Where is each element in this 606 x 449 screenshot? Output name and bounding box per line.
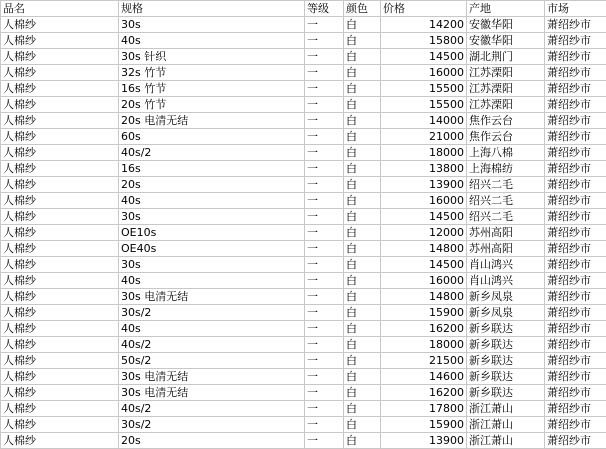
origin-cell[interactable]: 江苏溧阳 xyxy=(467,97,545,113)
color-cell[interactable]: 白 xyxy=(344,177,381,193)
product-cell[interactable]: 人棉纱 xyxy=(1,289,119,305)
origin-cell[interactable]: 绍兴二毛 xyxy=(467,209,545,225)
origin-cell[interactable]: 浙江萧山 xyxy=(467,417,545,433)
spec-cell[interactable]: 30s xyxy=(119,257,305,273)
table-row xyxy=(1,369,606,385)
market-cell[interactable]: 萧绍纱市 xyxy=(545,385,606,401)
table-row xyxy=(1,385,606,401)
product-cell[interactable]: 人棉纱 xyxy=(1,81,119,97)
table-row xyxy=(1,353,606,369)
color-cell[interactable]: 白 xyxy=(344,225,381,241)
origin-cell[interactable]: 江苏溧阳 xyxy=(467,81,545,97)
origin-cell[interactable]: 新乡凤泉 xyxy=(467,289,545,305)
table-row xyxy=(1,193,606,209)
spec-cell[interactable]: 40s xyxy=(119,321,305,337)
product-cell[interactable]: 人棉纱 xyxy=(1,49,119,65)
table-row xyxy=(1,209,606,225)
market-cell[interactable]: 萧绍纱市 xyxy=(545,273,606,289)
market-cell[interactable]: 萧绍纱市 xyxy=(545,417,606,433)
product-cell[interactable]: 人棉纱 xyxy=(1,161,119,177)
price-cell[interactable]: 21000 xyxy=(381,129,467,145)
grade-cell[interactable]: 一 xyxy=(305,369,344,385)
origin-cell[interactable]: 焦作云台 xyxy=(467,129,545,145)
table-row xyxy=(1,33,606,49)
price-cell[interactable]: 16200 xyxy=(381,385,467,401)
spec-cell[interactable]: 40s xyxy=(119,193,305,209)
table-row xyxy=(1,241,606,257)
price-cell[interactable]: 16200 xyxy=(381,321,467,337)
origin-cell[interactable]: 新乡联达 xyxy=(467,353,545,369)
color-cell[interactable]: 白 xyxy=(344,433,381,449)
product-cell[interactable]: 人棉纱 xyxy=(1,369,119,385)
origin-cell[interactable]: 肖山鸿兴 xyxy=(467,257,545,273)
grade-cell[interactable]: 一 xyxy=(305,353,344,369)
price-cell[interactable]: 13900 xyxy=(381,433,467,449)
color-cell[interactable]: 白 xyxy=(344,209,381,225)
product-cell[interactable]: 人棉纱 xyxy=(1,337,119,353)
color-cell[interactable]: 白 xyxy=(344,369,381,385)
grade-cell[interactable]: 一 xyxy=(305,97,344,113)
grade-cell[interactable]: 一 xyxy=(305,209,344,225)
grade-cell[interactable]: 一 xyxy=(305,321,344,337)
grade-cell[interactable]: 一 xyxy=(305,225,344,241)
grade-cell[interactable]: 一 xyxy=(305,257,344,273)
price-cell[interactable]: 14000 xyxy=(381,113,467,129)
product-cell[interactable]: 人棉纱 xyxy=(1,353,119,369)
price-cell[interactable]: 14200 xyxy=(381,17,467,33)
header-row xyxy=(1,1,606,17)
price-cell[interactable]: 16000 xyxy=(381,273,467,289)
origin-cell[interactable]: 新乡联达 xyxy=(467,337,545,353)
spec-cell[interactable]: 30s 电清无结 xyxy=(119,289,305,305)
product-cell[interactable]: 人棉纱 xyxy=(1,177,119,193)
product-cell[interactable]: 人棉纱 xyxy=(1,113,119,129)
origin-cell[interactable]: 湖北荆门 xyxy=(467,49,545,65)
header-cell-price[interactable]: 价格 xyxy=(381,1,467,17)
market-cell[interactable]: 萧绍纱市 xyxy=(545,177,606,193)
price-cell[interactable]: 12000 xyxy=(381,225,467,241)
market-cell[interactable]: 萧绍纱市 xyxy=(545,113,606,129)
product-cell[interactable]: 人棉纱 xyxy=(1,401,119,417)
grade-cell[interactable]: 一 xyxy=(305,177,344,193)
grade-cell[interactable]: 一 xyxy=(305,81,344,97)
price-cell[interactable]: 14800 xyxy=(381,289,467,305)
origin-cell[interactable]: 绍兴二毛 xyxy=(467,177,545,193)
market-cell[interactable]: 萧绍纱市 xyxy=(545,225,606,241)
product-cell[interactable]: 人棉纱 xyxy=(1,193,119,209)
price-cell[interactable]: 13900 xyxy=(381,177,467,193)
price-cell[interactable]: 15500 xyxy=(381,81,467,97)
header-cell-grade[interactable]: 等级 xyxy=(305,1,344,17)
color-cell[interactable]: 白 xyxy=(344,305,381,321)
origin-cell[interactable]: 江苏溧阳 xyxy=(467,65,545,81)
color-cell[interactable]: 白 xyxy=(344,81,381,97)
table-row xyxy=(1,257,606,273)
table-row xyxy=(1,273,606,289)
price-cell[interactable]: 14500 xyxy=(381,257,467,273)
grade-cell[interactable]: 一 xyxy=(305,49,344,65)
color-cell[interactable]: 白 xyxy=(344,193,381,209)
product-cell[interactable]: 人棉纱 xyxy=(1,241,119,257)
product-cell[interactable]: 人棉纱 xyxy=(1,97,119,113)
grade-cell[interactable]: 一 xyxy=(305,273,344,289)
spec-cell[interactable]: 20s 电清无结 xyxy=(119,113,305,129)
table-row xyxy=(1,129,606,145)
color-cell[interactable]: 白 xyxy=(344,353,381,369)
header-cell-product[interactable]: 品名 xyxy=(1,1,119,17)
color-cell[interactable]: 白 xyxy=(344,145,381,161)
grade-cell[interactable]: 一 xyxy=(305,65,344,81)
market-cell[interactable]: 萧绍纱市 xyxy=(545,97,606,113)
price-cell[interactable]: 15500 xyxy=(381,97,467,113)
price-cell[interactable]: 13800 xyxy=(381,161,467,177)
table-row xyxy=(1,321,606,337)
price-cell[interactable]: 18000 xyxy=(381,337,467,353)
market-cell[interactable]: 萧绍纱市 xyxy=(545,433,606,449)
market-cell[interactable]: 萧绍纱市 xyxy=(545,145,606,161)
spec-cell[interactable]: 30s 针织 xyxy=(119,49,305,65)
grade-cell[interactable]: 一 xyxy=(305,305,344,321)
product-cell[interactable]: 人棉纱 xyxy=(1,305,119,321)
spec-cell[interactable]: 30s 电清无结 xyxy=(119,369,305,385)
table-row xyxy=(1,177,606,193)
market-cell[interactable]: 萧绍纱市 xyxy=(545,241,606,257)
header-cell-spec[interactable]: 规格 xyxy=(119,1,305,17)
origin-cell[interactable]: 新乡凤泉 xyxy=(467,305,545,321)
color-cell[interactable]: 白 xyxy=(344,289,381,305)
grade-cell[interactable]: 一 xyxy=(305,33,344,49)
table-row xyxy=(1,145,606,161)
price-cell[interactable]: 18000 xyxy=(381,145,467,161)
origin-cell[interactable]: 安徽华阳 xyxy=(467,17,545,33)
grade-cell[interactable]: 一 xyxy=(305,145,344,161)
table-row xyxy=(1,305,606,321)
origin-cell[interactable]: 新乡联达 xyxy=(467,385,545,401)
product-cell[interactable]: 人棉纱 xyxy=(1,17,119,33)
market-cell[interactable]: 萧绍纱市 xyxy=(545,81,606,97)
origin-cell[interactable]: 肖山鸿兴 xyxy=(467,273,545,289)
table-row xyxy=(1,17,606,33)
table-row xyxy=(1,417,606,433)
origin-cell[interactable]: 上海八棉 xyxy=(467,145,545,161)
grade-cell[interactable]: 一 xyxy=(305,433,344,449)
market-cell[interactable]: 萧绍纱市 xyxy=(545,65,606,81)
grade-cell[interactable]: 一 xyxy=(305,161,344,177)
origin-cell[interactable]: 安徽华阳 xyxy=(467,33,545,49)
table-row xyxy=(1,49,606,65)
price-cell[interactable]: 14800 xyxy=(381,241,467,257)
spec-cell[interactable]: 30s/2 xyxy=(119,305,305,321)
market-cell[interactable]: 萧绍纱市 xyxy=(545,161,606,177)
market-cell[interactable]: 萧绍纱市 xyxy=(545,257,606,273)
header-cell-market[interactable]: 市场 xyxy=(545,1,606,17)
table-row xyxy=(1,401,606,417)
market-cell[interactable]: 萧绍纱市 xyxy=(545,49,606,65)
spec-cell[interactable]: 30s xyxy=(119,209,305,225)
spec-cell[interactable]: OE40s xyxy=(119,241,305,257)
product-cell[interactable]: 人棉纱 xyxy=(1,129,119,145)
color-cell[interactable]: 白 xyxy=(344,273,381,289)
origin-cell[interactable]: 苏州高阳 xyxy=(467,225,545,241)
table-row xyxy=(1,225,606,241)
origin-cell[interactable]: 焦作云台 xyxy=(467,113,545,129)
table-row xyxy=(1,337,606,353)
origin-cell[interactable]: 苏州高阳 xyxy=(467,241,545,257)
market-cell[interactable]: 萧绍纱市 xyxy=(545,33,606,49)
product-cell[interactable]: 人棉纱 xyxy=(1,417,119,433)
grade-cell[interactable]: 一 xyxy=(305,193,344,209)
color-cell[interactable]: 白 xyxy=(344,49,381,65)
market-cell[interactable]: 萧绍纱市 xyxy=(545,193,606,209)
price-cell[interactable]: 15900 xyxy=(381,417,467,433)
color-cell[interactable]: 白 xyxy=(344,337,381,353)
table-body xyxy=(1,1,606,449)
color-cell[interactable]: 白 xyxy=(344,385,381,401)
origin-cell[interactable]: 浙江萧山 xyxy=(467,433,545,449)
color-cell[interactable]: 白 xyxy=(344,113,381,129)
header-cell-origin[interactable]: 产地 xyxy=(467,1,545,17)
spec-cell[interactable]: 16s xyxy=(119,161,305,177)
spec-cell[interactable]: OE10s xyxy=(119,225,305,241)
product-cell[interactable]: 人棉纱 xyxy=(1,321,119,337)
price-cell[interactable]: 15900 xyxy=(381,305,467,321)
color-cell[interactable]: 白 xyxy=(344,321,381,337)
product-cell[interactable]: 人棉纱 xyxy=(1,273,119,289)
grade-cell[interactable]: 一 xyxy=(305,17,344,33)
price-cell[interactable]: 17800 xyxy=(381,401,467,417)
price-cell[interactable]: 16000 xyxy=(381,65,467,81)
spec-cell[interactable]: 32s 竹节 xyxy=(119,65,305,81)
spec-cell[interactable]: 20s 竹节 xyxy=(119,97,305,113)
origin-cell[interactable]: 浙江萧山 xyxy=(467,401,545,417)
grade-cell[interactable]: 一 xyxy=(305,289,344,305)
spec-cell[interactable]: 40s xyxy=(119,273,305,289)
market-cell[interactable]: 萧绍纱市 xyxy=(545,401,606,417)
color-cell[interactable]: 白 xyxy=(344,161,381,177)
product-cell[interactable]: 人棉纱 xyxy=(1,65,119,81)
grade-cell[interactable]: 一 xyxy=(305,241,344,257)
color-cell[interactable]: 白 xyxy=(344,65,381,81)
table-row xyxy=(1,81,606,97)
spec-cell[interactable]: 30s xyxy=(119,17,305,33)
header-cell-color[interactable]: 颜色 xyxy=(344,1,381,17)
table-row xyxy=(1,433,606,449)
product-cell[interactable]: 人棉纱 xyxy=(1,385,119,401)
grade-cell[interactable]: 一 xyxy=(305,113,344,129)
grade-cell[interactable]: 一 xyxy=(305,129,344,145)
origin-cell[interactable]: 新乡联达 xyxy=(467,369,545,385)
spec-cell[interactable]: 50s/2 xyxy=(119,353,305,369)
market-cell[interactable]: 萧绍纱市 xyxy=(545,289,606,305)
product-cell[interactable]: 人棉纱 xyxy=(1,225,119,241)
color-cell[interactable]: 白 xyxy=(344,129,381,145)
color-cell[interactable]: 白 xyxy=(344,97,381,113)
price-cell[interactable]: 16000 xyxy=(381,193,467,209)
market-cell[interactable]: 萧绍纱市 xyxy=(545,209,606,225)
spec-cell[interactable]: 60s xyxy=(119,129,305,145)
price-cell[interactable]: 21500 xyxy=(381,353,467,369)
price-cell[interactable]: 14500 xyxy=(381,209,467,225)
product-cell[interactable]: 人棉纱 xyxy=(1,209,119,225)
grade-cell[interactable]: 一 xyxy=(305,385,344,401)
product-cell[interactable]: 人棉纱 xyxy=(1,145,119,161)
table-row xyxy=(1,289,606,305)
spec-cell[interactable]: 40s/2 xyxy=(119,145,305,161)
market-cell[interactable]: 萧绍纱市 xyxy=(545,353,606,369)
market-cell[interactable]: 萧绍纱市 xyxy=(545,321,606,337)
product-cell[interactable]: 人棉纱 xyxy=(1,433,119,449)
spec-cell[interactable]: 30s 电清无结 xyxy=(119,385,305,401)
color-cell[interactable]: 白 xyxy=(344,33,381,49)
spec-cell[interactable]: 40s/2 xyxy=(119,401,305,417)
color-cell[interactable]: 白 xyxy=(344,241,381,257)
spec-cell[interactable]: 30s/2 xyxy=(119,417,305,433)
grade-cell[interactable]: 一 xyxy=(305,337,344,353)
table-row xyxy=(1,97,606,113)
color-cell[interactable]: 白 xyxy=(344,257,381,273)
color-cell[interactable]: 白 xyxy=(344,401,381,417)
price-cell[interactable]: 14600 xyxy=(381,369,467,385)
market-cell[interactable]: 萧绍纱市 xyxy=(545,129,606,145)
color-cell[interactable]: 白 xyxy=(344,417,381,433)
origin-cell[interactable]: 上海棉纺 xyxy=(467,161,545,177)
price-cell[interactable]: 15800 xyxy=(381,33,467,49)
product-cell[interactable]: 人棉纱 xyxy=(1,257,119,273)
table-row xyxy=(1,65,606,81)
market-cell[interactable]: 萧绍纱市 xyxy=(545,337,606,353)
market-cell[interactable]: 萧绍纱市 xyxy=(545,369,606,385)
market-cell[interactable]: 萧绍纱市 xyxy=(545,17,606,33)
market-cell[interactable]: 萧绍纱市 xyxy=(545,305,606,321)
origin-cell[interactable]: 绍兴二毛 xyxy=(467,193,545,209)
product-cell[interactable]: 人棉纱 xyxy=(1,33,119,49)
table-row xyxy=(1,113,606,129)
grade-cell[interactable]: 一 xyxy=(305,417,344,433)
grade-cell[interactable]: 一 xyxy=(305,401,344,417)
spec-cell[interactable]: 40s xyxy=(119,33,305,49)
price-cell[interactable]: 14500 xyxy=(381,49,467,65)
color-cell[interactable]: 白 xyxy=(344,17,381,33)
spec-cell[interactable]: 40s/2 xyxy=(119,337,305,353)
spec-cell[interactable]: 16s 竹节 xyxy=(119,81,305,97)
origin-cell[interactable]: 新乡联达 xyxy=(467,321,545,337)
table-row xyxy=(1,161,606,177)
spec-cell[interactable]: 20s xyxy=(119,177,305,193)
spec-cell[interactable]: 20s xyxy=(119,433,305,449)
